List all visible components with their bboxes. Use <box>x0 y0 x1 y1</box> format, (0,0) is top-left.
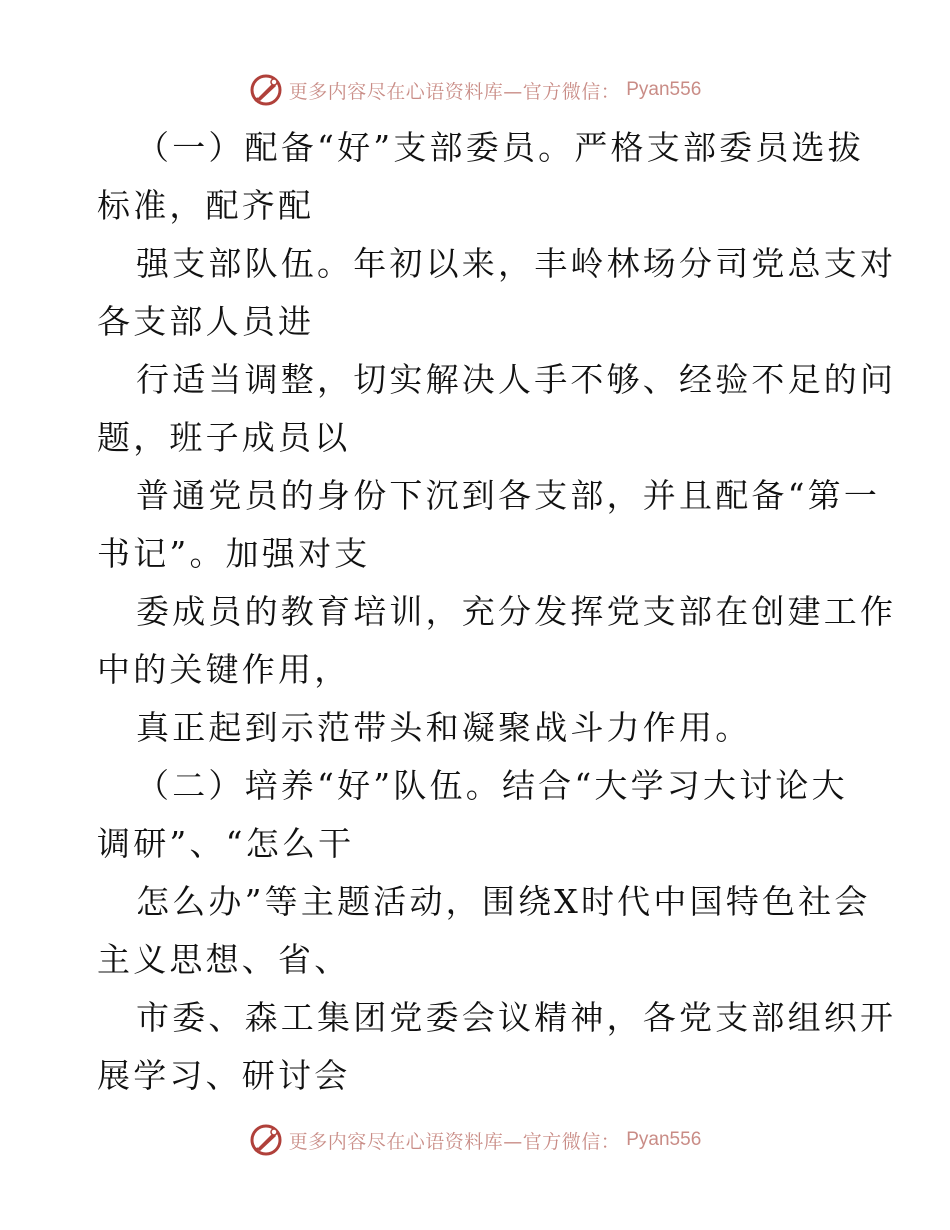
text-line: 普通党员的身份下沉到各支部，并且配备“第一 <box>136 476 881 515</box>
text-line: 中的关键作用， <box>97 650 351 689</box>
text-line: 真正起到示范带头和凝聚战斗力作用。 <box>136 708 752 747</box>
text-line: 怎么办”等主题活动，围绕X时代中国特色社会 <box>136 882 871 921</box>
text-line: 各支部人员进 <box>97 302 315 341</box>
text-line: 主义思想、省、 <box>97 940 351 979</box>
text-line: 调研”、“怎么干 <box>97 824 355 863</box>
text-line: 标准，配齐配 <box>97 186 315 225</box>
text-line: 市委、森工集团党委会议精神，各党支部组织开 <box>136 998 897 1037</box>
text-line: 书记”。加强对支 <box>97 534 371 573</box>
text-line: 展学习、研讨会 <box>97 1056 351 1095</box>
quill-pen-circle-icon <box>249 1123 283 1157</box>
text-line: （二）培养“好”队伍。结合“大学习大讨论大 <box>136 766 848 805</box>
text-line: 行适当调整，切实解决人手不够、经验不足的问 <box>136 360 897 399</box>
watermark-text: 更多内容尽在心语资料库—官方微信： <box>288 80 621 103</box>
text-line: 题，班子成员以 <box>97 418 351 457</box>
text-line: （一）配备“好”支部委员。严格支部委员选拔 <box>136 128 864 167</box>
text-line: 委成员的教育培训，充分发挥党支部在创建工作 <box>136 592 897 631</box>
watermark-text: 更多内容尽在心语资料库—官方微信： <box>288 1130 621 1153</box>
text-line: 强支部队伍。年初以来，丰岭林场分司党总支对 <box>136 244 897 283</box>
footer-watermark <box>0 1122 950 1158</box>
watermark-wechat-id: Pyan556 <box>626 1129 702 1150</box>
watermark-wechat-id: Pyan556 <box>626 79 702 100</box>
